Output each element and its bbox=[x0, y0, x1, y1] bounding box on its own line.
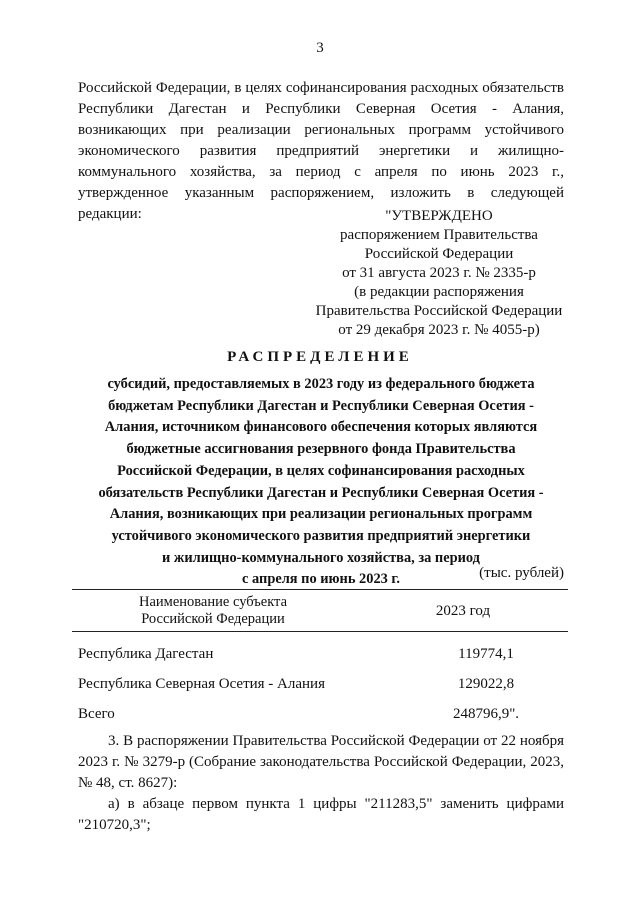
subtitle-line: субсидий, предоставляемых в 2023 году из федерального бюджета bbox=[107, 376, 535, 392]
subtitle-line: и жилищно-коммунального хозяйства, за период bbox=[162, 549, 480, 566]
subtitle-line: бюджетам Республики Дагестан и Республики Северная Осетия - bbox=[108, 397, 534, 414]
page-number: 3 bbox=[316, 40, 324, 56]
subtitle-line: Российской Федерации, в целях софинансирования расходных bbox=[117, 462, 525, 479]
approval-line: от 29 декабря 2023 г. № 4055-р) bbox=[338, 322, 540, 338]
table-header-year: 2023 год bbox=[435, 603, 491, 619]
document-subtitle bbox=[78, 374, 564, 591]
approval-line: распоряжением Правительства bbox=[340, 227, 538, 243]
table-row bbox=[78, 676, 568, 696]
units-label: (тыс. рублей) bbox=[479, 565, 564, 581]
table-row bbox=[78, 646, 568, 666]
approval-line: Правительства Российской Федерации bbox=[315, 303, 563, 319]
intro-paragraph: Российской Федерации, в целях софинансирования расходных обязательств Республики Дагестан и Республики Северная Осетия - Алания, возникающих при реализации региональных программ устойчивого экономического развития предприятий энергетики и жилищно-коммунального хозяйства, за период с апреля по июнь 2023 г., утвержденное указанным распоряжением, изложить в следующей редакции: bbox=[78, 80, 564, 222]
header-line: Наименование субъекта bbox=[138, 594, 288, 610]
subtitle-line: бюджетные ассигнования резервного фонда Правительства bbox=[126, 441, 516, 458]
subtitle-line: с апреля по июнь 2023 г. bbox=[242, 571, 400, 588]
subtitle-line: Алания, возникающих при реализации региональных программ bbox=[109, 506, 533, 523]
approval-line: Российской Федерации bbox=[364, 246, 514, 262]
table-row-total bbox=[78, 706, 568, 726]
subtitle-line: обязательств Республики Дагестан и Республики Северная Осетия - bbox=[98, 484, 544, 501]
approval-stamp bbox=[300, 207, 578, 340]
item-3-paragraph: 3. В распоряжении Правительства Российской Федерации от 22 ноября 2023 г. № 3279-р (Собрание законодательства Российской Федерации, 2023, № 48, ст. 8627): bbox=[78, 733, 564, 791]
approval-line: от 31 августа 2023 г. № 2335-р bbox=[342, 265, 536, 281]
row-value: 119774,1 bbox=[458, 646, 514, 662]
row-name: Республика Дагестан bbox=[78, 646, 214, 662]
subtitle-line: Алания, источником финансового обеспечения которых являются bbox=[104, 419, 538, 436]
row-name: Республика Северная Осетия - Алания bbox=[78, 676, 325, 692]
header-line: Российской Федерации bbox=[141, 611, 285, 627]
item-a-paragraph: а) в абзаце первом пункта 1 цифры "211283,5" заменить цифрами "210720,3"; bbox=[78, 796, 564, 833]
document-heading: РАСПРЕДЕЛЕНИЕ bbox=[227, 349, 413, 365]
table-top-rule bbox=[72, 589, 568, 590]
row-name: Всего bbox=[78, 706, 115, 722]
row-value: 248796,9". bbox=[452, 706, 520, 722]
table-header-rule bbox=[72, 631, 568, 632]
approval-line: (в редакции распоряжения bbox=[354, 284, 524, 300]
subtitle-line: устойчивого экономического развития предприятий энергетики bbox=[111, 527, 531, 544]
approval-line: "УТВЕРЖДЕНО bbox=[385, 208, 493, 224]
row-value: 129022,8 bbox=[457, 676, 515, 692]
table-header-name bbox=[78, 594, 348, 628]
